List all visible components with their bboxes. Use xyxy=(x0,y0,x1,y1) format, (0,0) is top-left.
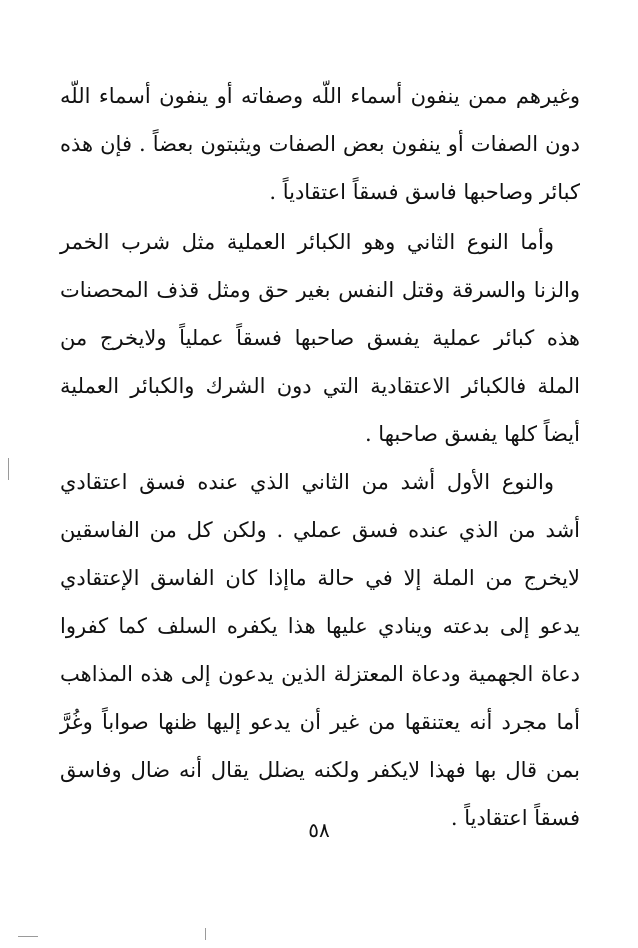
paragraph-2-text: وأما النوع الثاني وهو الكبائر العملية مثل شرب الخمر والزنا والسرقة وقتل النفس بغير حق ومثل قذف المحصنات هذه كبائر عملية يفسق صاحبها فسقاً عملياً ولايخرج من الملة فالكبائر الاعتقادية التي دون الشرك والكبائر العملية أيضاً كلها يفسق صاحبها . xyxy=(60,230,580,446)
paragraph-3 xyxy=(60,458,580,842)
paragraph-1-text: وغيرهم ممن ينفون أسماء اللّه وصفاته أو ينفون أسماء اللّه دون الصفات أو ينفون بعض الصفات ويثبتون بعضاً . فإن هذه كبائر وصاحبها فاسق فسقاً اعتقادياً . xyxy=(60,84,580,204)
scan-artifact-left xyxy=(8,458,9,480)
page-number: ٥٨ xyxy=(308,818,330,842)
paragraph-1 xyxy=(60,72,580,216)
paragraph-2 xyxy=(60,218,580,458)
scan-artifact-bottom-tick xyxy=(205,928,206,940)
scan-artifact-bottom xyxy=(18,936,38,937)
paragraph-3-text: والنوع الأول أشد من الثاني الذي عنده فسق اعتقادي أشد من الذي عنده فسق عملي . ولكن كل من الفاسقين لايخرج من الملة إلا في حالة ماإذا كان الفاسق الإعتقادي يدعو إلى بدعته وينادي عليها هذا يكفره السلف كما كفروا دعاة الجهمية ودعاة المعتزلة الذين يدعون إلى هذه المذاهب أما مجرد أنه يعتنقها من غير أن يدعو إليها ظنها صواباً وغُرَّ بمن قال بها فهذا لايكفر ولكنه يضلل يقال أنه ضال وفاسق فسقاً اعتقادياً . xyxy=(60,470,580,830)
